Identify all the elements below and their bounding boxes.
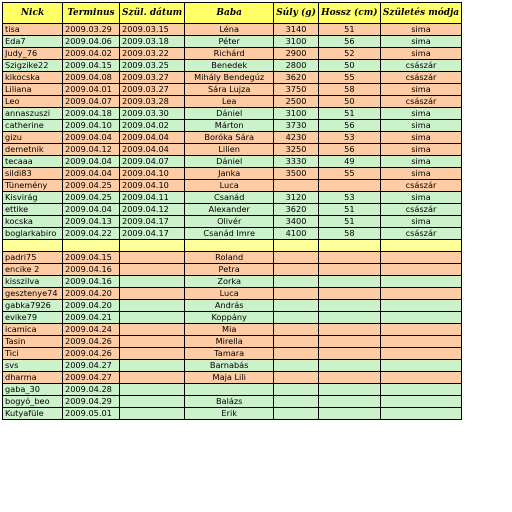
nick-cell: kikocska (3, 72, 63, 84)
length-cell: 58 (318, 84, 380, 96)
birth-date-cell: 2009.04.04 (120, 144, 185, 156)
table-row (3, 132, 462, 144)
header-terminus: Terminus (63, 3, 120, 24)
length-cell: 55 (318, 72, 380, 84)
nick-cell: dharma (3, 372, 63, 384)
birth-type-cell: sima (380, 84, 461, 96)
birth-type-cell: sima (380, 48, 461, 60)
baby-cell: Roland (185, 252, 274, 264)
birth-date-cell: 2009.03.28 (120, 96, 185, 108)
table-row (3, 108, 462, 120)
length-cell (318, 252, 380, 264)
baby-cell: Zorka (185, 276, 274, 288)
length-cell: 51 (318, 204, 380, 216)
table-row (3, 60, 462, 72)
birth-type-cell (380, 372, 461, 384)
nick-cell: gaba_30 (3, 384, 63, 396)
table-row (3, 228, 462, 240)
baby-cell: Csanád Imre (185, 228, 274, 240)
baby-cell: Barnabás (185, 360, 274, 372)
birth-type-cell (380, 396, 461, 408)
birth-date-cell (120, 264, 185, 276)
birth-date-cell: 2009.03.15 (120, 24, 185, 36)
birth-type-cell: császár (380, 204, 461, 216)
table-row (3, 348, 462, 360)
baby-cell: Mihály Bendegúz (185, 72, 274, 84)
length-cell: 50 (318, 60, 380, 72)
length-cell: 56 (318, 36, 380, 48)
birth-type-cell (380, 336, 461, 348)
terminus-cell: 2009.04.24 (63, 324, 120, 336)
weight-cell (274, 180, 319, 192)
length-cell (318, 300, 380, 312)
length-cell (318, 348, 380, 360)
birth-type-cell (380, 240, 461, 252)
table-row (3, 396, 462, 408)
birth-type-cell: sima (380, 108, 461, 120)
table-row (3, 48, 462, 60)
length-cell: 50 (318, 96, 380, 108)
birth-date-cell: 2009.03.30 (120, 108, 185, 120)
nick-cell: Leo (3, 96, 63, 108)
birth-date-cell: 2009.04.17 (120, 216, 185, 228)
terminus-cell: 2009.04.25 (63, 180, 120, 192)
terminus-cell: 2009.04.04 (63, 156, 120, 168)
weight-cell (274, 252, 319, 264)
length-cell (318, 276, 380, 288)
birth-date-cell (120, 312, 185, 324)
table-row (3, 384, 462, 396)
baby-cell: Olivér (185, 216, 274, 228)
birth-date-cell (120, 324, 185, 336)
length-cell: 51 (318, 24, 380, 36)
birth-date-cell: 2009.04.07 (120, 156, 185, 168)
terminus-cell: 2009.04.08 (63, 72, 120, 84)
weight-cell: 3250 (274, 144, 319, 156)
weight-cell: 3100 (274, 36, 319, 48)
birth-date-cell: 2009.03.18 (120, 36, 185, 48)
birth-type-cell (380, 408, 461, 420)
baby-cell: Lea (185, 96, 274, 108)
nick-cell: Eda7 (3, 36, 63, 48)
nick-cell: Tici (3, 348, 63, 360)
header-row (3, 3, 462, 24)
baby-cell: Petra (185, 264, 274, 276)
length-cell: 52 (318, 48, 380, 60)
baby-cell: Erik (185, 408, 274, 420)
nick-cell: Kisvirág (3, 192, 63, 204)
birth-type-cell: sima (380, 24, 461, 36)
birth-date-cell (120, 408, 185, 420)
baby-cell: Janka (185, 168, 274, 180)
length-cell: 55 (318, 168, 380, 180)
birth-date-cell (120, 336, 185, 348)
baby-cell: Luca (185, 288, 274, 300)
nick-cell: boglarkabiro (3, 228, 63, 240)
length-cell (318, 312, 380, 324)
birth-type-cell (380, 324, 461, 336)
baby-cell: Csanád (185, 192, 274, 204)
table-row (3, 408, 462, 420)
birth-date-cell: 2009.03.27 (120, 84, 185, 96)
terminus-cell: 2009.04.26 (63, 336, 120, 348)
nick-cell: ettike (3, 204, 63, 216)
weight-cell (274, 288, 319, 300)
length-cell (318, 360, 380, 372)
table-row (3, 300, 462, 312)
birth-type-cell: sima (380, 156, 461, 168)
birth-type-cell (380, 300, 461, 312)
nick-cell: annaszuszi (3, 108, 63, 120)
birth-date-cell (120, 372, 185, 384)
length-cell (318, 384, 380, 396)
weight-cell: 3620 (274, 204, 319, 216)
length-cell (318, 372, 380, 384)
table-row (3, 72, 462, 84)
birth-type-cell (380, 312, 461, 324)
baby-cell: Péter (185, 36, 274, 48)
nick-cell: gizu (3, 132, 63, 144)
baby-cell (185, 384, 274, 396)
weight-cell (274, 372, 319, 384)
birth-type-cell (380, 264, 461, 276)
nick-cell: tecaaa (3, 156, 63, 168)
nick-cell: svs (3, 360, 63, 372)
length-cell: 58 (318, 228, 380, 240)
birth-date-cell: 2009.04.10 (120, 180, 185, 192)
birth-type-cell: császár (380, 228, 461, 240)
baby-table (2, 2, 462, 420)
birth-date-cell (120, 348, 185, 360)
table-row (3, 144, 462, 156)
length-cell: 56 (318, 144, 380, 156)
weight-cell: 4100 (274, 228, 319, 240)
terminus-cell: 2009.04.26 (63, 348, 120, 360)
weight-cell: 3750 (274, 84, 319, 96)
baby-cell: Márton (185, 120, 274, 132)
terminus-cell: 2009.04.16 (63, 264, 120, 276)
weight-cell: 3140 (274, 24, 319, 36)
nick-cell: tisa (3, 24, 63, 36)
baby-cell: Maja Lili (185, 372, 274, 384)
nick-cell: Tünemény (3, 180, 63, 192)
weight-cell (274, 324, 319, 336)
birth-type-cell (380, 276, 461, 288)
birth-type-cell: sima (380, 192, 461, 204)
table-row (3, 312, 462, 324)
birth-type-cell: sima (380, 144, 461, 156)
table-row (3, 120, 462, 132)
table-row (3, 24, 462, 36)
nick-cell: demetnik (3, 144, 63, 156)
birth-type-cell: császár (380, 180, 461, 192)
terminus-cell: 2009.04.04 (63, 204, 120, 216)
birth-date-cell (120, 300, 185, 312)
length-cell (318, 396, 380, 408)
nick-cell: catherine (3, 120, 63, 132)
nick-cell: sildi83 (3, 168, 63, 180)
birth-date-cell: 2009.04.10 (120, 168, 185, 180)
baby-cell: Luca (185, 180, 274, 192)
header-birth-date: Szül. dátum (120, 3, 185, 24)
terminus-cell: 2009.04.01 (63, 84, 120, 96)
terminus-cell: 2009.04.20 (63, 300, 120, 312)
nick-cell: kisszilva (3, 276, 63, 288)
terminus-cell: 2009.04.27 (63, 360, 120, 372)
table-row (3, 276, 462, 288)
birth-date-cell (120, 384, 185, 396)
terminus-cell: 2009.04.13 (63, 216, 120, 228)
weight-cell (274, 408, 319, 420)
table-row (3, 264, 462, 276)
table-row (3, 156, 462, 168)
weight-cell (274, 300, 319, 312)
weight-cell: 3400 (274, 216, 319, 228)
birth-type-cell (380, 288, 461, 300)
terminus-cell (63, 240, 120, 252)
birth-type-cell: sima (380, 168, 461, 180)
birth-type-cell: sima (380, 132, 461, 144)
birth-type-cell: császár (380, 72, 461, 84)
birth-type-cell (380, 384, 461, 396)
terminus-cell: 2009.04.02 (63, 48, 120, 60)
weight-cell (274, 384, 319, 396)
weight-cell (274, 348, 319, 360)
weight-cell: 3120 (274, 192, 319, 204)
nick-cell: padri75 (3, 252, 63, 264)
birth-date-cell: 2009.04.02 (120, 120, 185, 132)
table-row (3, 336, 462, 348)
terminus-cell: 2009.04.29 (63, 396, 120, 408)
nick-cell: kocska (3, 216, 63, 228)
weight-cell: 3100 (274, 108, 319, 120)
length-cell (318, 264, 380, 276)
birth-type-cell (380, 348, 461, 360)
baby-cell: Dániel (185, 156, 274, 168)
terminus-cell: 2009.04.15 (63, 60, 120, 72)
header-nick: Nick (3, 3, 63, 24)
nick-cell: evike79 (3, 312, 63, 324)
baby-cell: Léna (185, 24, 274, 36)
baby-cell: Dániel (185, 108, 274, 120)
length-cell: 53 (318, 192, 380, 204)
weight-cell: 2500 (274, 96, 319, 108)
terminus-cell: 2009.04.28 (63, 384, 120, 396)
weight-cell (274, 264, 319, 276)
nick-cell: icamica (3, 324, 63, 336)
terminus-cell: 2009.04.10 (63, 120, 120, 132)
table-row (3, 36, 462, 48)
table-row (3, 360, 462, 372)
separator-row (3, 240, 462, 252)
table-row (3, 324, 462, 336)
table-row (3, 180, 462, 192)
header-birth-type: Születés módja (380, 3, 461, 24)
birth-type-cell: sima (380, 216, 461, 228)
table-row (3, 216, 462, 228)
nick-cell: encike 2 (3, 264, 63, 276)
baby-cell: Benedek (185, 60, 274, 72)
terminus-cell: 2009.04.18 (63, 108, 120, 120)
nick-cell: bogyó_beo (3, 396, 63, 408)
terminus-cell: 2009.04.16 (63, 276, 120, 288)
birth-date-cell: 2009.03.25 (120, 60, 185, 72)
length-cell (318, 180, 380, 192)
nick-cell: Tasin (3, 336, 63, 348)
birth-date-cell (120, 276, 185, 288)
weight-cell: 2800 (274, 60, 319, 72)
terminus-cell: 2009.04.06 (63, 36, 120, 48)
table-row (3, 96, 462, 108)
length-cell (318, 408, 380, 420)
weight-cell: 2900 (274, 48, 319, 60)
weight-cell: 3730 (274, 120, 319, 132)
birth-type-cell (380, 360, 461, 372)
terminus-cell: 2009.03.29 (63, 24, 120, 36)
terminus-cell: 2009.04.21 (63, 312, 120, 324)
birth-date-cell (120, 252, 185, 264)
terminus-cell: 2009.04.12 (63, 144, 120, 156)
length-cell: 51 (318, 108, 380, 120)
terminus-cell: 2009.04.04 (63, 132, 120, 144)
header-baby: Baba (185, 3, 274, 24)
length-cell: 51 (318, 216, 380, 228)
birth-date-cell (120, 360, 185, 372)
weight-cell: 3500 (274, 168, 319, 180)
nick-cell: gesztenye74 (3, 288, 63, 300)
weight-cell (274, 396, 319, 408)
baby-cell: Boróka Sára (185, 132, 274, 144)
table-row (3, 192, 462, 204)
table-row (3, 168, 462, 180)
weight-cell (274, 336, 319, 348)
weight-cell: 3620 (274, 72, 319, 84)
table-row (3, 204, 462, 216)
length-cell: 53 (318, 132, 380, 144)
birth-type-cell (380, 252, 461, 264)
birth-type-cell: sima (380, 36, 461, 48)
weight-cell: 3330 (274, 156, 319, 168)
birth-date-cell: 2009.03.22 (120, 48, 185, 60)
baby-cell: Tamara (185, 348, 274, 360)
baby-cell: Mia (185, 324, 274, 336)
nick-cell (3, 240, 63, 252)
birth-date-cell (120, 396, 185, 408)
birth-date-cell: 2009.04.11 (120, 192, 185, 204)
terminus-cell: 2009.04.27 (63, 372, 120, 384)
birth-type-cell: sima (380, 120, 461, 132)
nick-cell: Judy_76 (3, 48, 63, 60)
header-weight: Súly (g) (274, 3, 319, 24)
baby-cell: Lilien (185, 144, 274, 156)
birth-date-cell: 2009.04.17 (120, 228, 185, 240)
birth-date-cell (120, 240, 185, 252)
nick-cell: Liliana (3, 84, 63, 96)
terminus-cell: 2009.05.01 (63, 408, 120, 420)
terminus-cell: 2009.04.15 (63, 252, 120, 264)
weight-cell (274, 312, 319, 324)
length-cell: 56 (318, 120, 380, 132)
baby-cell (185, 240, 274, 252)
nick-cell: gabka7926 (3, 300, 63, 312)
length-cell: 49 (318, 156, 380, 168)
terminus-cell: 2009.04.20 (63, 288, 120, 300)
terminus-cell: 2009.04.07 (63, 96, 120, 108)
baby-cell: András (185, 300, 274, 312)
baby-cell: Sára Lujza (185, 84, 274, 96)
weight-cell (274, 360, 319, 372)
length-cell (318, 324, 380, 336)
birth-date-cell: 2009.04.04 (120, 132, 185, 144)
terminus-cell: 2009.04.04 (63, 168, 120, 180)
nick-cell: Szigzike22 (3, 60, 63, 72)
baby-cell: Mirella (185, 336, 274, 348)
weight-cell (274, 276, 319, 288)
nick-cell: Kutyafüle (3, 408, 63, 420)
birth-date-cell: 2009.04.12 (120, 204, 185, 216)
birth-date-cell (120, 288, 185, 300)
baby-cell: Balázs (185, 396, 274, 408)
header-length: Hossz (cm) (318, 3, 380, 24)
table-row (3, 252, 462, 264)
table-row (3, 288, 462, 300)
baby-cell: Richárd (185, 48, 274, 60)
table-row (3, 84, 462, 96)
birth-type-cell: császár (380, 60, 461, 72)
length-cell (318, 336, 380, 348)
baby-cell: Koppány (185, 312, 274, 324)
length-cell (318, 288, 380, 300)
terminus-cell: 2009.04.22 (63, 228, 120, 240)
birth-type-cell: császár (380, 96, 461, 108)
terminus-cell: 2009.04.25 (63, 192, 120, 204)
table-row (3, 372, 462, 384)
weight-cell (274, 240, 319, 252)
birth-date-cell: 2009.03.27 (120, 72, 185, 84)
length-cell (318, 240, 380, 252)
weight-cell: 4230 (274, 132, 319, 144)
baby-cell: Alexander (185, 204, 274, 216)
